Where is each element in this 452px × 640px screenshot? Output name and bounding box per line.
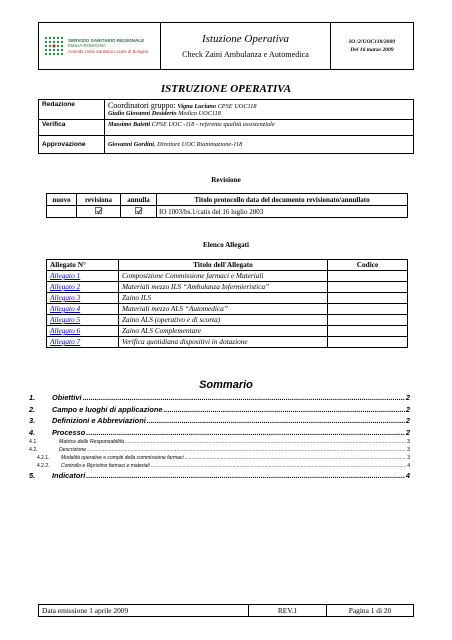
toc-entry[interactable]	[29, 447, 410, 455]
cell-titolo: IO 1003/bs.1/catis del 16 luglio 2003	[157, 206, 408, 218]
allegato-link[interactable]: Allegato 7	[47, 337, 119, 348]
toc-leader	[163, 405, 404, 414]
header-title: Istuzione Operativa	[201, 33, 290, 45]
table-row	[47, 271, 408, 282]
document-header	[38, 22, 414, 70]
logo-line1: SERVIZIO SANITARIO REGIONALE	[68, 37, 145, 43]
header-title-cell	[161, 23, 331, 70]
logo-cell	[39, 23, 161, 70]
logo-text	[68, 38, 148, 55]
toc-entry[interactable]	[29, 471, 410, 483]
toc-leader	[86, 428, 405, 437]
toc-entry[interactable]	[29, 393, 410, 405]
footer-emissione: Data emissione 1 aprile 2009	[39, 605, 249, 617]
allegato-link[interactable]: Allegato 5	[47, 315, 119, 326]
header-ref-date: Del 16 marzo 2009	[350, 47, 394, 53]
toc-entry[interactable]	[29, 428, 410, 440]
table-row	[47, 326, 408, 337]
logo	[43, 35, 156, 57]
col-header: Codice	[328, 260, 408, 271]
toc-page: 3	[407, 447, 410, 454]
toc-page: 4	[405, 471, 410, 481]
toc-page: 2	[405, 416, 410, 426]
col-header: Allegato N°	[47, 260, 119, 271]
allegato-title: Composizione Commissione farmaci e Materiali	[119, 271, 328, 282]
role-row-redazione	[39, 100, 414, 120]
role-value	[105, 136, 414, 154]
allegato-title: Verifica quotidiana dispositivi in dotazione	[119, 337, 328, 348]
approvazione-name: Giovanni Gordini	[108, 141, 155, 148]
toc-number: 4.	[29, 427, 36, 437]
verifica-role: CPSE UOC -118 - referente qualità assistenziale	[151, 121, 275, 128]
cell-annulla	[121, 206, 157, 218]
allegato-code	[328, 326, 408, 337]
toc-label: Processo	[52, 427, 86, 437]
redazione-role1: CPSE UOC118	[217, 103, 257, 110]
toc-leader	[151, 463, 407, 469]
allegato-code	[328, 304, 408, 315]
toc-label: Campo e luoghi di applicazione	[52, 404, 163, 414]
toc-leader	[185, 455, 407, 461]
toc-leader	[125, 439, 406, 445]
checkbox-checked-icon	[95, 207, 102, 214]
toc-page: 2	[405, 427, 410, 437]
ausl-logo-icon	[43, 35, 65, 57]
table-of-contents	[29, 393, 410, 483]
allegato-link[interactable]: Allegato 2	[47, 282, 119, 293]
revisioni-header-row	[47, 194, 408, 206]
toc-page: 2	[405, 393, 410, 402]
col-header: revisiona	[77, 194, 121, 206]
toc-page: 3	[407, 455, 410, 462]
table-row	[47, 293, 408, 304]
allegato-title: Zaino ALS (operativo e di scorta)	[119, 315, 328, 326]
table-row	[47, 315, 408, 326]
role-value	[105, 100, 414, 120]
allegato-code	[328, 337, 408, 348]
header-ref-code: IO /2/UOC118/2009	[348, 39, 396, 45]
table-row	[47, 282, 408, 293]
toc-number: 4.1.	[29, 439, 38, 446]
toc-leader	[86, 471, 405, 480]
footer-revision: REV.1	[249, 605, 327, 617]
allegato-title: Materiali mezzo ALS “Automedica”	[119, 304, 328, 315]
toc-page: 4	[407, 463, 410, 470]
allegato-title: Zaino ILS	[119, 293, 328, 304]
toc-entry[interactable]	[29, 439, 410, 447]
table-row	[47, 304, 408, 315]
checkbox-checked-icon	[135, 207, 142, 214]
toc-page: 2	[405, 404, 410, 414]
footer-page-number: Pagina 1 di 20	[327, 605, 414, 617]
toc-entry[interactable]	[29, 463, 410, 471]
toc-number: 3.	[29, 416, 36, 426]
allegati-table	[46, 259, 408, 348]
sommario-title: Sommario	[199, 379, 253, 391]
toc-number: 5.	[29, 471, 36, 481]
toc-label: Indicatori	[52, 471, 86, 481]
redazione-prefix: Coordinatori gruppo:	[108, 101, 176, 110]
main-title: ISTRUZIONE OPERATIVA	[160, 83, 292, 95]
toc-leader	[87, 447, 406, 453]
toc-label: Descrizione	[59, 447, 87, 454]
toc-entry[interactable]	[29, 455, 410, 463]
toc-label: Definizioni e Abbreviazioni	[52, 416, 146, 426]
redazione-name1: Vigna Luciano	[177, 103, 217, 110]
col-header: Titolo dell'Allegato	[119, 260, 328, 271]
toc-leader	[83, 393, 405, 402]
allegato-link[interactable]: Allegato 6	[47, 326, 119, 337]
allegato-code	[328, 282, 408, 293]
toc-leader	[147, 416, 405, 425]
col-header: nuovo	[47, 194, 77, 206]
toc-entry[interactable]	[29, 416, 410, 428]
revisioni-title: Revisione	[211, 176, 241, 184]
header-subtitle: Check Zaini Ambulanza e Automedica	[182, 50, 309, 59]
toc-number: 4.2.1.	[37, 455, 50, 462]
toc-number: 1.	[29, 393, 36, 402]
roles-table	[38, 99, 414, 154]
toc-label: Modalità operative e compiti della commissione farmaci	[61, 455, 184, 462]
role-value	[105, 120, 414, 136]
allegato-link[interactable]: Allegato 3	[47, 293, 119, 304]
verifica-name: Massimo Baietti	[108, 121, 151, 128]
cell-nuovo	[47, 206, 77, 218]
role-label: Redazione	[39, 100, 105, 120]
toc-label: Obiettivi	[52, 393, 82, 402]
allegato-link[interactable]: Allegato 4	[47, 304, 119, 315]
toc-number: 4.2.2.	[37, 463, 50, 470]
col-header: Titolo protocollo data del documento revisionato/annullato	[157, 194, 408, 206]
role-row-verifica	[39, 120, 414, 136]
allegato-title: Zaino ALS Complementare	[119, 326, 328, 337]
allegati-title: Elenco Allegati	[202, 241, 250, 249]
allegato-code	[328, 315, 408, 326]
approvazione-role: , Direttore UOC Rianimazione-118	[154, 141, 243, 148]
toc-label: Matrice delle Responsabilità	[59, 439, 124, 446]
toc-page: 3	[407, 439, 410, 446]
allegato-title: Materiali mezzo ILS “Ambulanza Infermieristica”	[119, 282, 328, 293]
header-ref-cell	[331, 23, 414, 70]
cell-revisiona	[77, 206, 121, 218]
document-footer	[38, 604, 414, 617]
allegati-header-row	[47, 260, 408, 271]
toc-label: Controllo e Ripristino farmaci e materiali	[61, 463, 150, 470]
table-row	[47, 206, 408, 218]
table-row	[47, 337, 408, 348]
role-label: Verifica	[39, 120, 105, 136]
toc-number: 4.2.	[29, 447, 38, 454]
logo-line2: EMILIA-ROMAGNA	[68, 43, 106, 49]
toc-entry[interactable]	[29, 405, 410, 417]
allegato-code	[328, 293, 408, 304]
role-row-approvazione	[39, 136, 414, 154]
toc-number: 2.	[29, 404, 36, 414]
revisioni-table	[46, 193, 408, 218]
redazione-name2: Giulio Giovanni Desiderio	[108, 110, 177, 117]
col-header: annulla	[121, 194, 157, 206]
redazione-role2: Medico UOC118	[178, 110, 221, 117]
role-label: Approvazione	[39, 136, 105, 154]
allegato-link[interactable]: Allegato 1	[47, 271, 119, 282]
logo-line3: Azienda Unità Sanitaria Locale di Bologna	[68, 48, 149, 54]
allegato-code	[328, 271, 408, 282]
